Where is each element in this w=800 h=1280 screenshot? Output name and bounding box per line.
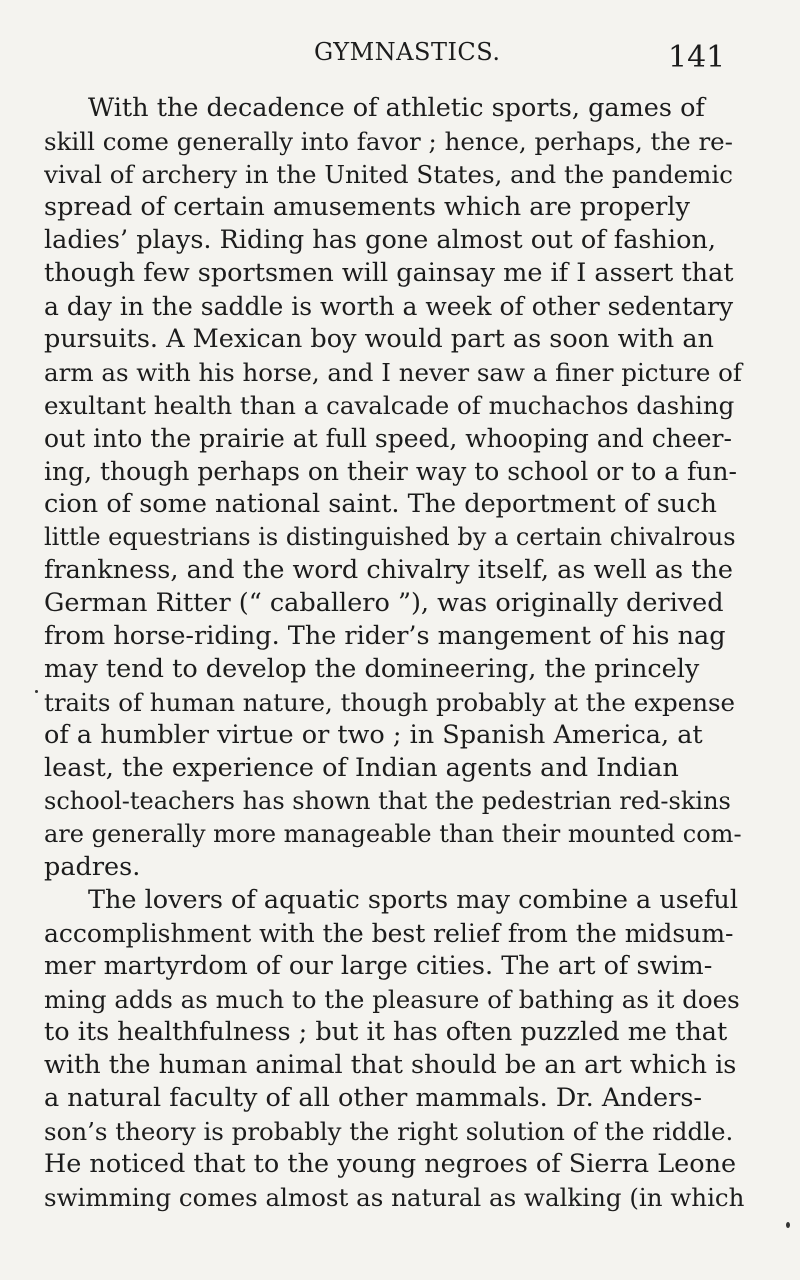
text-line: mer martyrdom of our large cities. The art of swim- xyxy=(44,951,713,981)
text-line: from horse-riding. The rider’s mangement of his nag xyxy=(44,621,726,651)
body-text xyxy=(44,92,744,1214)
text-line: son’s theory is probably the right solution of the riddle. xyxy=(44,1117,734,1146)
text-line: padres. xyxy=(44,852,141,882)
text-line: He noticed that to the young negroes of Sierra Leone xyxy=(44,1149,737,1179)
text-line: with the human animal that should be an art which is xyxy=(44,1050,737,1080)
print-speck xyxy=(786,1222,790,1228)
text-line: arm as with his horse, and I never saw a finer picture of xyxy=(44,358,742,387)
text-line: pursuits. A Mexican boy would part as soon with an xyxy=(44,324,714,354)
text-line: least, the experience of Indian agents and Indian xyxy=(44,753,679,783)
text-line: cion of some national saint. The deportment of such xyxy=(44,489,717,519)
text-line: swimming comes almost as natural as walking (in which xyxy=(44,1183,744,1212)
text-line: ming adds as much to the pleasure of bathing as it does xyxy=(44,985,740,1014)
text-line: are generally more manageable than their mounted com- xyxy=(44,820,742,848)
text-line: ladies’ plays. Riding has gone almost out of fashion, xyxy=(44,225,716,255)
text-line: school-teachers has shown that the pedestrian red-skins xyxy=(44,787,731,815)
text-line: skill come generally into favor ; hence, perhaps, the re- xyxy=(44,127,733,156)
text-line: of a humbler virtue or two ; in Spanish America, at xyxy=(44,720,703,750)
text-line: traits of human nature, though probably at the expense xyxy=(44,688,736,717)
text-line: frankness, and the word chivalry itself, as well as the xyxy=(44,555,734,585)
text-line: exultant health than a cavalcade of muchachos dashing xyxy=(44,391,735,420)
running-header-title: GYMNASTICS. xyxy=(314,38,501,66)
text-line: The lovers of aquatic sports may combine a useful xyxy=(88,885,738,915)
text-line: ing, though perhaps on their way to school or to a fun- xyxy=(44,457,737,486)
text-line: German Ritter (“ caballero ”), was originally derived xyxy=(44,588,724,618)
text-line: though few sportsmen will gainsay me if I assert that xyxy=(44,258,734,288)
text-line: spread of certain amusements which are properly xyxy=(44,192,690,222)
text-line: little equestrians is distinguished by a certain chivalrous xyxy=(44,523,736,551)
text-line: accomplishment with the best relief from the midsum- xyxy=(44,919,734,948)
page-number: 141 xyxy=(668,40,726,75)
text-line: out into the prairie at full speed, whooping and cheer- xyxy=(44,424,732,453)
text-line: to its healthfulness ; but it has often puzzled me that xyxy=(44,1017,728,1047)
text-line: a day in the saddle is worth a week of other sedentary xyxy=(44,292,734,321)
print-speck xyxy=(35,690,38,693)
text-line: may tend to develop the domineering, the princely xyxy=(44,654,700,684)
text-line: With the decadence of athletic sports, games of xyxy=(88,93,705,123)
text-line: a natural faculty of all other mammals. Dr. Anders- xyxy=(44,1083,703,1113)
text-line: vival of archery in the United States, and the pandemic xyxy=(44,160,733,189)
